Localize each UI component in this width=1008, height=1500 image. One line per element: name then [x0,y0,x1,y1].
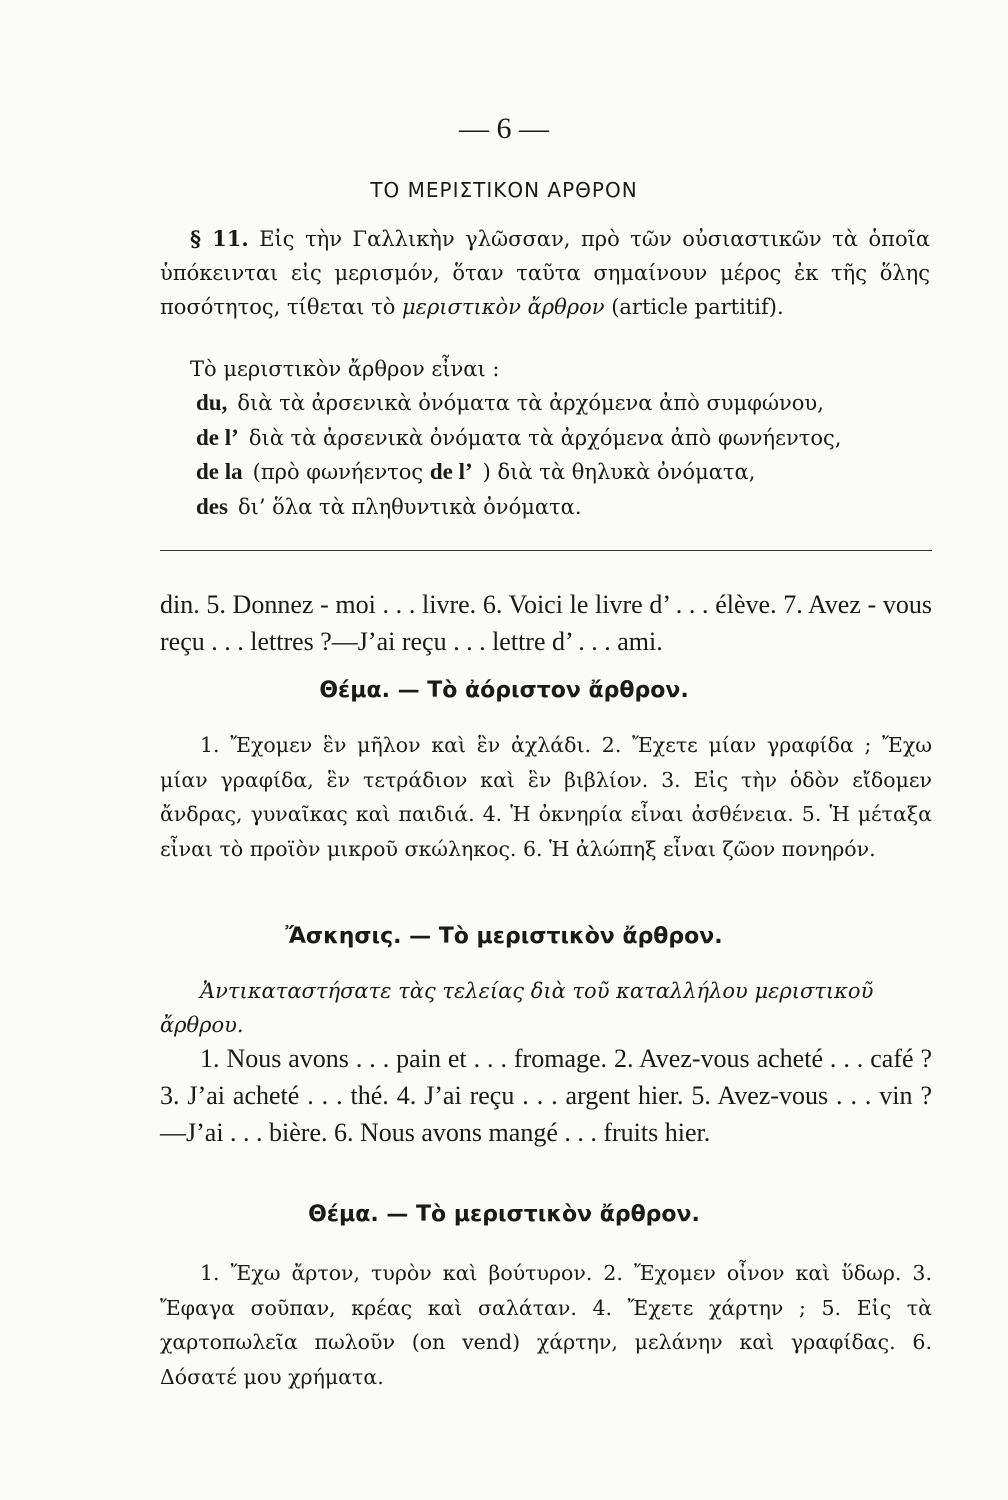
thema-1-text: 1. Ἔχομεν ἓν μῆλον καὶ ἓν ἀχλάδι. 2. Ἔχετε μίαν γραφίδα ; Ἔχω μίαν γραφίδα, ἓν τετράδιον καὶ ἓν βιβλίον. 3. Εἰς τὴν ὁδὸν εἴδομεν ἄνδρας, γυναῖκας καὶ παιδιά. 4. Ἡ ὀκνηρία εἶναι ἀσθένεια. 5. Ἡ μέταξα εἶναι τὸ προϊὸν μικροῦ σκώληκος. 6. Ἡ ἀλώπηξ εἶναι ζῶον πονηρόν. [160,733,932,861]
rule-text-b: (article partitif). [611,295,784,319]
askisis-instruction: Ἀντικαταστήσατε τὰς τελείας διὰ τοῦ καταλλήλου μεριστικοῦ ἄρθρου. [160,979,874,1037]
page-number: — 6 — [459,112,549,145]
askisis-text: 1. Nous avons . . . pain et . . . fromage. 2. Avez-vous acheté . . . café ? 3. J’ai acheté . . . thé. 4. J’ai reçu . . . argent hier. 5. Avez-vous . . . vin ? —J’ai . . . bière. 6. Nous avons mangé . . . fruits hier. [160,1044,932,1147]
definition-de-l [196,421,936,456]
section-title: ΤΟ ΜΕΡΙΣΤΙΚΟΝ ΑΡΘΡΟΝ [370,178,638,202]
thema-2-text: 1. Ἔχω ἄρτον, τυρὸν καὶ βούτυρον. 2. Ἔχομεν οἶνον καὶ ὕδωρ. 3. Ἔφαγα σοῦπαν, κρέας καὶ σαλάταν. 4. Ἔχετε χάρτην ; 5. Εἰς τὰ χαρτοπωλεῖα πωλοῦν (on vend) χάρτην, μελάνην καὶ γραφίδας. 6. Δόσατέ μου χρήματα. [160,1261,932,1389]
definition-desc: δι’ ὅλα τὰ πληθυντικὰ ὀνόματα. [237,494,582,519]
rule-term: μεριστικὸν ἄρθρον [402,295,605,319]
definition-term: des [196,493,228,519]
definition-term: de l’ [196,424,239,450]
intro-line [160,352,930,386]
definition-desc: (πρὸ φωνήεντος [252,460,424,484]
definition-list [196,386,936,524]
definition-des [196,490,936,525]
rule-number: § 11. [190,226,249,251]
definition-inline-term: de l’ [429,459,473,484]
french-exercise-continued: din. 5. Donnez - moi . . . livre. 6. Voici le livre d’ . . . élève. 7. Avez - vous reçu . . . lettres ?—J’ai reçu . . . lettre d’ . . . ami. [160,590,932,656]
rule-text-a: Εἰς τὴν Γαλλικὴν γλῶσσαν, πρὸ τῶν οὐσιαστικῶν τὰ ὁποῖα ὑπόκεινται εἰς μερισμόν, ὅταν ταῦτα σημαίνουν μέρος ἐκ τῆς ὅλης ποσότητος, τίθεται τὸ [160,227,931,319]
askisis-title: Ἄσκησις. — Τὸ μεριστικὸν ἄρθρον. [285,924,723,949]
thema-2-title: Θέμα. — Τὸ μεριστικὸν ἄρθρον. [308,1202,700,1227]
definition-desc: ) διὰ τὰ θηλυκὰ ὀνόματα, [482,460,756,484]
definition-desc: διὰ τὰ ἀρσενικὰ ὀνόματα τὰ ἀρχόμενα ἀπὸ συμφώνου, [237,391,824,415]
definition-du [196,386,936,421]
intro-text: Τὸ μεριστικὸν ἄρθρον εἶναι : [190,357,500,381]
thema-1-title: Θέμα. — Τὸ ἀόριστον ἄρθρον. [319,678,689,703]
rule-11-paragraph [160,222,930,324]
definition-term: de la [196,459,243,484]
definition-de-la [196,455,936,490]
divider-line [160,550,932,551]
definition-desc: διὰ τὰ ἀρσενικὰ ὀνόματα τὰ ἀρχόμενα ἀπὸ φωνήεντος, [248,425,842,450]
definition-term: du, [196,390,228,415]
